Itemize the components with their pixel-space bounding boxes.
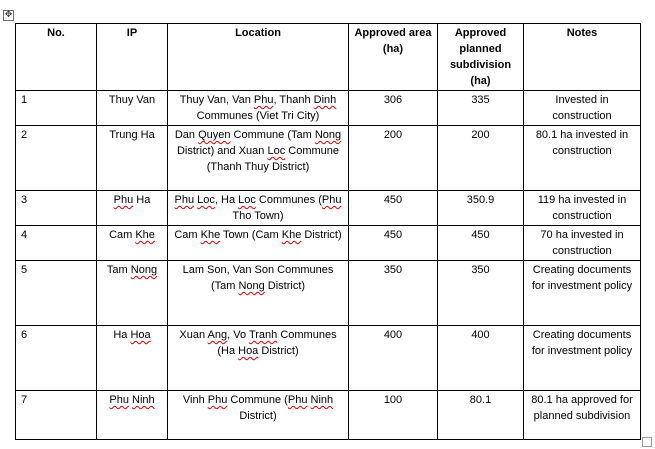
cell-approved-area: 450 bbox=[349, 226, 438, 261]
cell-approved-planned-subdivision: 335 bbox=[438, 91, 524, 126]
cell-approved-area: 350 bbox=[349, 261, 438, 326]
cell-approved-planned-subdivision: 350.9 bbox=[438, 191, 524, 226]
cell-notes: Creating documents for investment policy bbox=[524, 261, 641, 326]
header-approved-area: Approved area (ha) bbox=[349, 24, 438, 91]
cell-approved-area: 306 bbox=[349, 91, 438, 126]
cell-approved-planned-subdivision: 400 bbox=[438, 326, 524, 391]
industrial-parks-table bbox=[15, 23, 641, 440]
cell-location: Phu Loc, Ha Loc Communes (Phu Tho Town) bbox=[168, 191, 349, 226]
cell-location: Lam Son, Van Son Communes (Tam Nong District) bbox=[168, 261, 349, 326]
cell-approved-planned-subdivision: 80.1 bbox=[438, 391, 524, 440]
cell-ip: Ha Hoa bbox=[97, 326, 168, 391]
table-row bbox=[16, 391, 641, 440]
cell-location: Dan Quyen Commune (Tam Nong District) and Xuan Loc Commune (Thanh Thuy District) bbox=[168, 126, 349, 191]
cell-approved-planned-subdivision: 200 bbox=[438, 126, 524, 191]
cell-no: 1 bbox=[16, 91, 97, 126]
cell-notes: 80.1 ha invested in construction bbox=[524, 126, 641, 191]
cell-no: 7 bbox=[16, 391, 97, 440]
cell-no: 6 bbox=[16, 326, 97, 391]
cell-notes: Creating documents for investment policy bbox=[524, 326, 641, 391]
cell-ip: Tam Nong bbox=[97, 261, 168, 326]
cell-no: 2 bbox=[16, 126, 97, 191]
cell-ip: Trung Ha bbox=[97, 126, 168, 191]
table-row bbox=[16, 326, 641, 391]
cell-ip: Thuy Van bbox=[97, 91, 168, 126]
table-row bbox=[16, 126, 641, 191]
header-row bbox=[16, 24, 641, 91]
cell-no: 5 bbox=[16, 261, 97, 326]
table-row bbox=[16, 191, 641, 226]
cell-notes: 70 ha invested in construction bbox=[524, 226, 641, 261]
cell-approved-area: 450 bbox=[349, 191, 438, 226]
cell-ip: Cam Khe bbox=[97, 226, 168, 261]
header-location: Location bbox=[168, 24, 349, 91]
cell-approved-area: 200 bbox=[349, 126, 438, 191]
cell-ip: Phu Ninh bbox=[97, 391, 168, 440]
cell-location: Xuan Ang, Vo Tranh Communes (Ha Hoa District) bbox=[168, 326, 349, 391]
table-resize-handle-icon[interactable] bbox=[642, 437, 652, 447]
table-row bbox=[16, 226, 641, 261]
cell-approved-area: 400 bbox=[349, 326, 438, 391]
cell-ip: Phu Ha bbox=[97, 191, 168, 226]
cell-approved-area: 100 bbox=[349, 391, 438, 440]
table-row bbox=[16, 261, 641, 326]
cell-location: Vinh Phu Commune (Phu Ninh District) bbox=[168, 391, 349, 440]
cell-approved-planned-subdivision: 450 bbox=[438, 226, 524, 261]
cell-no: 4 bbox=[16, 226, 97, 261]
cell-no: 3 bbox=[16, 191, 97, 226]
cell-notes: Invested in construction bbox=[524, 91, 641, 126]
header-no: No. bbox=[16, 24, 97, 91]
cell-location: Thuy Van, Van Phu, Thanh Dinh Communes (Viet Tri City) bbox=[168, 91, 349, 126]
table-move-handle-icon[interactable]: ✥ bbox=[4, 10, 13, 20]
header-notes: Notes bbox=[524, 24, 641, 91]
header-ip: IP bbox=[97, 24, 168, 91]
header-approved-planned-subdivision: Approved planned subdivision (ha) bbox=[438, 24, 524, 91]
cell-notes: 80.1 ha approved for planned subdivision bbox=[524, 391, 641, 440]
cell-approved-planned-subdivision: 350 bbox=[438, 261, 524, 326]
table-row bbox=[16, 91, 641, 126]
cell-notes: 119 ha invested in construction bbox=[524, 191, 641, 226]
cell-location: Cam Khe Town (Cam Khe District) bbox=[168, 226, 349, 261]
